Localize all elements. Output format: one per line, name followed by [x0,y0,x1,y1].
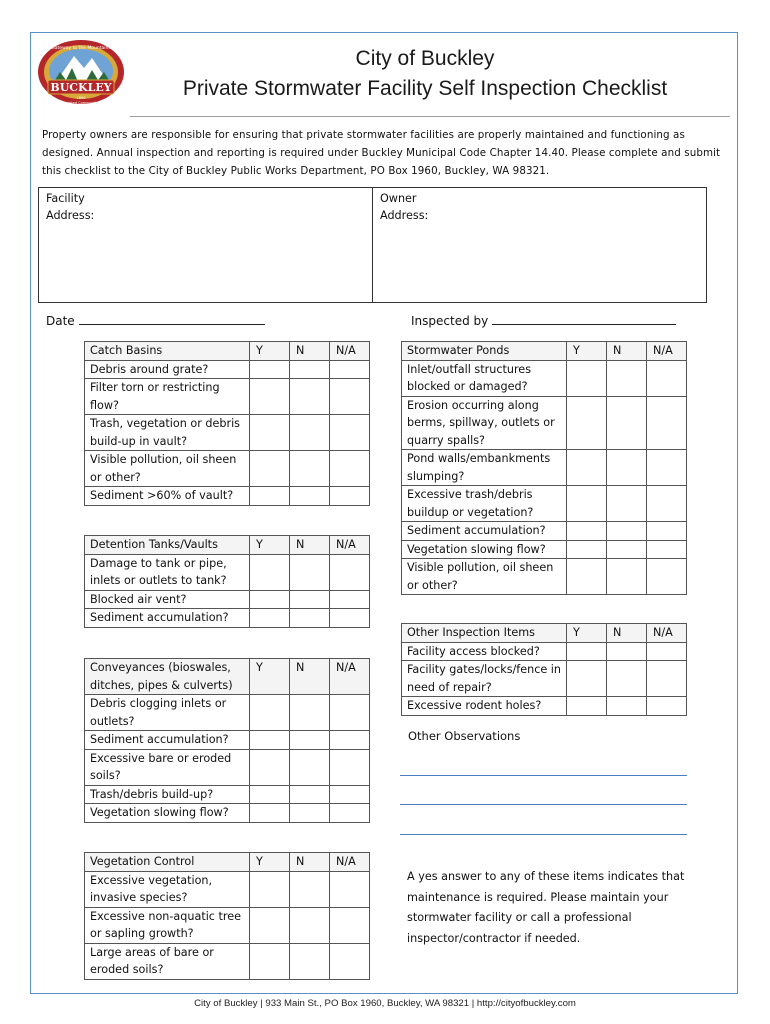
yes-checkbox[interactable] [250,379,290,415]
yes-checkbox[interactable] [250,871,290,907]
na-checkbox[interactable] [647,661,687,697]
no-checkbox[interactable] [290,749,330,785]
col-na-header: N/A [330,342,370,361]
no-checkbox[interactable] [290,785,330,804]
checklist-row [402,642,687,661]
observation-line[interactable] [400,775,687,776]
checklist-row [85,379,370,415]
col-yes-header: Y [250,342,290,361]
yes-checkbox[interactable] [250,695,290,731]
yes-checkbox[interactable] [250,487,290,506]
checklist-row [85,871,370,907]
table-header-row [402,624,687,643]
section-title: Stormwater Ponds [402,342,567,361]
na-checkbox[interactable] [647,559,687,595]
question-text: Filter torn or restricting flow? [85,379,250,415]
yes-checkbox[interactable] [250,554,290,590]
city-logo [36,38,126,108]
question-text: Pond walls/embankments slumping? [402,450,567,486]
question-text: Visible pollution, oil sheen or other? [402,559,567,595]
col-na-header: N/A [330,536,370,555]
na-checkbox[interactable] [330,943,370,979]
section-title: Other Inspection Items [402,624,567,643]
no-checkbox[interactable] [607,559,647,595]
no-checkbox[interactable] [290,451,330,487]
col-na-header: N/A [330,659,370,695]
checklist-row [85,907,370,943]
na-checkbox[interactable] [330,554,370,590]
no-checkbox[interactable] [607,697,647,716]
no-checkbox[interactable] [290,804,330,823]
checklist-row [402,540,687,559]
yes-checkbox[interactable] [567,450,607,486]
na-checkbox[interactable] [330,487,370,506]
facility-label: Facility [46,192,85,205]
stormwater-ponds-table [401,341,687,595]
no-checkbox[interactable] [607,486,647,522]
title-city: City of Buckley [355,47,495,70]
na-checkbox[interactable] [647,642,687,661]
question-text: Inlet/outfall structures blocked or damaged? [402,360,567,396]
checklist-row [402,559,687,595]
checklist-row [402,661,687,697]
inspected-by-field [411,312,676,328]
checklist-row [85,451,370,487]
no-checkbox[interactable] [290,609,330,628]
na-checkbox[interactable] [330,695,370,731]
na-checkbox[interactable] [330,907,370,943]
question-text: Sediment accumulation? [402,522,567,541]
date-input-line[interactable] [79,312,265,325]
question-text: Excessive rodent holes? [402,697,567,716]
table-header-row [85,853,370,872]
na-checkbox[interactable] [330,590,370,609]
col-yes-header: Y [250,536,290,555]
section-title: Detention Tanks/Vaults [85,536,250,555]
catch-basins-table [84,341,370,506]
checklist-row [85,804,370,823]
na-checkbox[interactable] [330,871,370,907]
question-text: Blocked air vent? [85,590,250,609]
col-yes-header: Y [567,342,607,361]
yes-checkbox[interactable] [567,360,607,396]
question-text: Facility gates/locks/fence in need of repair? [402,661,567,697]
no-checkbox[interactable] [290,943,330,979]
question-text: Debris around grate? [85,360,250,379]
question-text: Excessive bare or eroded soils? [85,749,250,785]
yes-checkbox[interactable] [567,697,607,716]
title-divider [130,116,730,117]
checklist-row [402,450,687,486]
yes-checkbox[interactable] [250,731,290,750]
facility-address-label: Address: [46,209,95,222]
col-na-header: N/A [647,624,687,643]
section-title: Vegetation Control [85,853,250,872]
question-text: Sediment accumulation? [85,609,250,628]
col-na-header: N/A [647,342,687,361]
na-checkbox[interactable] [647,450,687,486]
no-checkbox[interactable] [290,415,330,451]
inspected-by-label: Inspected by [411,314,489,328]
col-no-header: N [290,853,330,872]
checklist-row [85,731,370,750]
col-yes-header: Y [250,659,290,695]
facility-address-field[interactable] [39,188,372,302]
col-no-header: N [607,342,647,361]
table-header-row [85,536,370,555]
col-na-header: N/A [330,853,370,872]
question-text: Excessive non-aquatic tree or sapling growth? [85,907,250,943]
col-no-header: N [607,624,647,643]
checklist-row [402,697,687,716]
svg-text:1890: 1890 [76,96,86,100]
observations-label: Other Observations [408,729,521,743]
no-checkbox[interactable] [607,540,647,559]
yes-checkbox[interactable] [250,907,290,943]
checklist-row [402,360,687,396]
col-no-header: N [290,659,330,695]
na-checkbox[interactable] [647,540,687,559]
observation-line[interactable] [400,804,687,805]
checklist-row [85,590,370,609]
yes-checkbox[interactable] [567,486,607,522]
question-text: Excessive trash/debris buildup or vegetation? [402,486,567,522]
no-checkbox[interactable] [290,731,330,750]
no-checkbox[interactable] [607,642,647,661]
checklist-row [85,360,370,379]
address-box [38,187,707,303]
checklist-row [402,396,687,450]
checklist-row [85,554,370,590]
no-checkbox[interactable] [290,695,330,731]
no-checkbox[interactable] [290,379,330,415]
yes-checkbox[interactable] [250,785,290,804]
question-text: Facility access blocked? [402,642,567,661]
intro-paragraph: Property owners are responsible for ensuring that private stormwater facilities are properly maintained and functioning as designed. Annual inspection and reporting is required under Buckley Municipal Code Chapter 14.40. Please complete and submit this checklist to the City of Buckley Public Works Department, PO Box 1960, Buckley, WA 98321. [42,129,721,177]
question-text: Trash, vegetation or debris build-up in vault? [85,415,250,451]
no-checkbox[interactable] [290,871,330,907]
section-title: Conveyances (bioswales, ditches, pipes & culverts) [85,659,250,695]
svg-text:Spirited Community: Spirited Community [63,101,99,105]
detention-tanks-table [84,535,370,628]
no-checkbox[interactable] [290,590,330,609]
date-label: Date [46,314,75,328]
yes-checkbox[interactable] [250,804,290,823]
no-checkbox[interactable] [290,907,330,943]
checklist-row [85,943,370,979]
svg-text:BUCKLEY: BUCKLEY [50,81,112,94]
yes-checkbox[interactable] [250,451,290,487]
owner-address-field[interactable] [372,188,706,302]
no-checkbox[interactable] [290,554,330,590]
table-header-row [85,342,370,361]
col-yes-header: Y [567,624,607,643]
yes-checkbox[interactable] [567,642,607,661]
na-checkbox[interactable] [330,804,370,823]
yes-checkbox[interactable] [567,522,607,541]
yes-checkbox[interactable] [567,661,607,697]
question-text: Erosion occurring along berms, spillway, outlets or quarry spalls? [402,396,567,450]
col-yes-header: Y [250,853,290,872]
maintenance-note: A yes answer to any of these items indicates that maintenance is required. Please maintain your stormwater facility or call a professional inspector/contractor if needed. [407,870,685,945]
na-checkbox[interactable] [647,396,687,450]
checklist-row [402,522,687,541]
na-checkbox[interactable] [647,360,687,396]
no-checkbox[interactable] [290,487,330,506]
yes-checkbox[interactable] [250,749,290,785]
question-text: Vegetation slowing flow? [402,540,567,559]
checklist-row [85,785,370,804]
yes-checkbox[interactable] [250,609,290,628]
no-checkbox[interactable] [607,522,647,541]
na-checkbox[interactable] [330,360,370,379]
title-checklist: Private Stormwater Facility Self Inspection Checklist [182,77,668,100]
yes-checkbox[interactable] [567,540,607,559]
conveyances-table [84,658,370,823]
na-checkbox[interactable] [330,609,370,628]
question-text: Trash/debris build-up? [85,785,250,804]
question-text: Debris clogging inlets or outlets? [85,695,250,731]
checklist-row [85,415,370,451]
question-text: Large areas of bare or eroded soils? [85,943,250,979]
owner-address-label: Address: [380,209,429,222]
checklist-row [402,486,687,522]
vegetation-control-table [84,852,370,980]
inspected-by-input-line[interactable] [492,312,676,325]
question-text: Visible pollution, oil sheen or other? [85,451,250,487]
na-checkbox[interactable] [330,415,370,451]
no-checkbox[interactable] [607,396,647,450]
na-checkbox[interactable] [330,749,370,785]
checklist-row [85,749,370,785]
no-checkbox[interactable] [290,360,330,379]
question-text: Vegetation slowing flow? [85,804,250,823]
page-title [130,44,720,104]
checklist-row [85,487,370,506]
other-inspection-items-table [401,623,687,716]
question-text: Sediment >60% of vault? [85,487,250,506]
yes-checkbox[interactable] [567,396,607,450]
yes-checkbox[interactable] [567,559,607,595]
table-header-row [402,342,687,361]
svg-text:Gateway to the Mountains: Gateway to the Mountains [51,46,111,51]
yes-checkbox[interactable] [250,590,290,609]
date-field [46,312,265,328]
na-checkbox[interactable] [330,731,370,750]
no-checkbox[interactable] [607,450,647,486]
col-no-header: N [290,342,330,361]
question-text: Damage to tank or pipe, inlets or outlets to tank? [85,554,250,590]
section-title: Catch Basins [85,342,250,361]
checklist-row [85,609,370,628]
footer-contact: City of Buckley | 933 Main St., PO Box 1960, Buckley, WA 98321 | http://cityofbuckley.com [194,998,576,1009]
yes-checkbox[interactable] [250,360,290,379]
question-text: Excessive vegetation, invasive species? [85,871,250,907]
yes-checkbox[interactable] [250,943,290,979]
no-checkbox[interactable] [607,661,647,697]
question-text: Sediment accumulation? [85,731,250,750]
owner-label: Owner [380,192,417,205]
na-checkbox[interactable] [647,486,687,522]
observation-line[interactable] [400,834,687,835]
checklist-row [85,695,370,731]
na-checkbox[interactable] [330,451,370,487]
na-checkbox[interactable] [647,522,687,541]
col-no-header: N [290,536,330,555]
no-checkbox[interactable] [607,360,647,396]
na-checkbox[interactable] [647,697,687,716]
na-checkbox[interactable] [330,785,370,804]
yes-checkbox[interactable] [250,415,290,451]
na-checkbox[interactable] [330,379,370,415]
table-header-row [85,659,370,695]
